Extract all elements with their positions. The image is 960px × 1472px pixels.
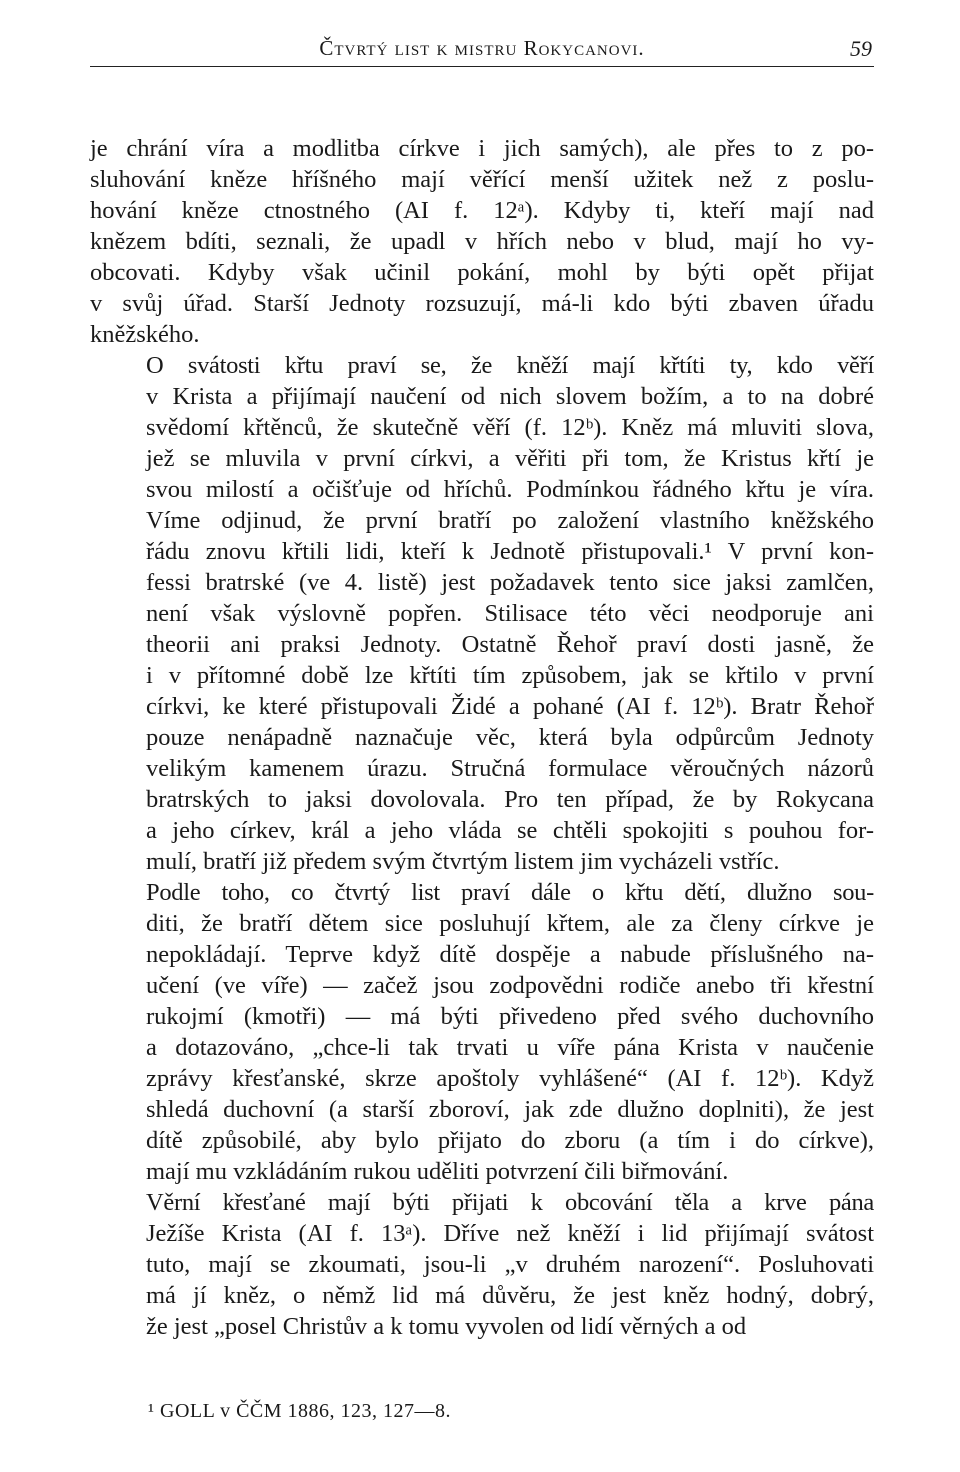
text-line: mulí, bratří již předem svým čtvrtým listem jim vycházeli vstříc. [146, 848, 780, 875]
text-line: i v přítomné době lze křtíti tím způsobem, jak se křtilo v první [146, 662, 874, 689]
text-line: knězem bdíti, seznali, že upadl v hřích nebo v blud, mají ho vy- [90, 228, 874, 255]
text-line: řádu znovu křtili lidi, kteří k Jednotě přistupovali.¹ V první kon- [146, 538, 874, 565]
text-line: shledá duchovní (a starší zboroví, jak zde dlužno doplniti), že jest [146, 1096, 874, 1123]
text-line: O svátosti křtu praví se, že kněží mají křtíti ty, kdo věří [146, 352, 874, 379]
text-line: v svůj úřad. Starší Jednoty rozsuzují, má-li kdo býti zbaven úřadu [90, 290, 874, 317]
text-line: a jeho církev, král a jeho vláda se chtěli spokojiti s pouhou for- [146, 817, 874, 844]
text-line: bratrských to jaksi dovolovala. Pro ten případ, že by Rokycana [146, 786, 874, 813]
text-line: zprávy křesťanské, skrze apoštoly vyhlášené“ (AI f. 12ᵇ). Když [146, 1065, 874, 1092]
text-line: má jí kněz, o němž lid má důvěru, že jest kněz hodný, dobrý, [146, 1282, 874, 1309]
page-number: 59 [850, 36, 872, 61]
running-title: Čtvrtý list k mistru Rokycanovi. [319, 36, 645, 60]
text-line: jež se mluvila v první církvi, a věřiti při tom, že Kristus křtí je [146, 445, 874, 472]
text-line: pouze nenápadně naznačuje věc, která byla odpůrcům Jednoty [146, 724, 874, 751]
text-line: učení (ve víře) — začež jsou zodpovědni rodiče anebo tři křestní [146, 972, 874, 999]
text-line: že jest „posel Christův a k tomu vyvolen od lidí věrných a od [146, 1313, 747, 1340]
text-line: dítě způsobilé, aby bylo přijato do zboru (a tím i do církve), [146, 1127, 874, 1154]
text-line: není však výslovně popřen. Stilisace této věci neodporuje ani [146, 600, 874, 627]
text-line: obcovati. Kdyby však učinil pokání, mohl by býti opět přijat [90, 259, 874, 286]
text-line: a dotazováno, „chce-li tak trvati u víře pána Krista v naučenie [146, 1034, 874, 1061]
text-line: svědomí křtěnců, že skutečně věří (f. 12ᵇ). Kněz má mluviti slova, [146, 414, 874, 441]
text-line: církvi, ke které přistupovali Židé a pohané (AI f. 12ᵇ). Bratr Řehoř [146, 693, 874, 720]
text-line: tuto, mají se zkoumati, jsou-li „v druhém narození“. Posluhovati [146, 1251, 874, 1278]
text-line: hování kněze ctnostného (AI f. 12ᵃ). Kdyby ti, kteří mají nad [90, 197, 874, 224]
text-line: fessi bratrské (ve 4. listě) jest požadavek tento sice jaksi zamlčen, [146, 569, 874, 596]
paragraph [90, 877, 874, 1187]
text-line: Ježíše Krista (AI f. 13ᵃ). Dříve než kněží i lid přijímají svátost [146, 1220, 874, 1247]
text-line: rukojmí (kmotři) — má býti přivedeno před svého duchovního [146, 1003, 874, 1030]
text-line: theorii ani praksi Jednoty. Ostatně Řehoř praví dosti jasně, že [146, 631, 874, 658]
footnote: ¹ GOLL v ČČM 1886, 123, 127—8. [148, 1400, 452, 1422]
text-line: v Krista a přijímají naučení od nich slovem božím, a to na dobré [146, 383, 874, 410]
text-line: je chrání víra a modlitba církve i jich samých), ale přes to z po- [90, 135, 874, 162]
text-line: sluhování kněze hříšného mají věřící menší užitek než z poslu- [90, 166, 874, 193]
text-line: mají mu vzkládáním rukou uděliti potvrzení čili biřmování. [146, 1158, 729, 1185]
text-line: svou milostí a očišťuje od hříchů. Podmínkou řádného křtu je víra. [146, 476, 874, 503]
text-line: velikým kamenem úrazu. Stručná formulace věroučných názorů [146, 755, 874, 782]
text-line: diti, že bratří dětem sice posluhují křtem, ale za členy církve je [146, 910, 874, 937]
text-line: kněžského. [90, 321, 200, 348]
paragraph [90, 1187, 874, 1342]
book-page [90, 28, 874, 1342]
text-line: Podle toho, co čtvrtý list praví dále o křtu dětí, dlužno sou- [146, 879, 874, 906]
body-text [90, 133, 874, 1342]
running-head [90, 28, 874, 67]
text-line: Věrní křesťané mají býti přijati k obcování těla a krve pána [146, 1189, 874, 1216]
paragraph [90, 350, 874, 877]
footnotes [148, 1400, 451, 1423]
paragraph [90, 133, 874, 350]
text-line: nepokládají. Teprve když dítě dospěje a nabude příslušného na- [146, 941, 874, 968]
text-line: Víme odjinud, že první bratří po založení vlastního kněžského [146, 507, 874, 534]
